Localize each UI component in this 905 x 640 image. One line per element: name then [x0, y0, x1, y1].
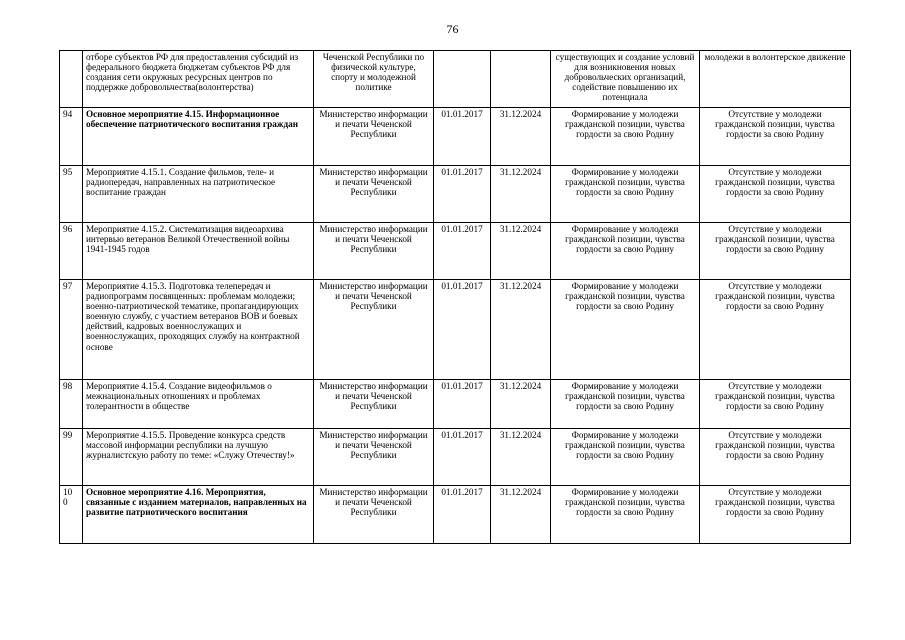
table-row: [60, 223, 851, 280]
start-date-cell: 01.01.2017: [434, 166, 491, 223]
table-row: [60, 51, 851, 108]
consequence-cell: Отсутствие у молодежи гражданской позиции, чувства гордости за свою Родину: [700, 280, 851, 380]
row-number-cell: [60, 51, 83, 108]
executor-cell: Министерство информации и печати Чеченской Республики: [314, 429, 434, 486]
consequence-cell: Отсутствие у молодежи гражданской позиции, чувства гордости за свою Родину: [700, 166, 851, 223]
activity-name-cell: Мероприятие 4.15.3. Подготовка телепередач и радиопрограмм посвященных: проблемам молодежи; военно-патриотической тематике, пропагандирующих военную службу, с участием ветеранов ВОВ и боевых действий, кадровых военнослужащих и военнослужащих, проходящих службу на контрактной основе: [83, 280, 314, 380]
activity-name-cell: Мероприятие 4.15.5. Проведение конкурса средств массовой информации республики на лучшую журналистскую работу по теме: «Служу Отечеству!»: [83, 429, 314, 486]
executor-cell: Министерство информации и печати Чеченской Республики: [314, 280, 434, 380]
executor-cell: Чеченской Республики по физической культуре, спорту и молодежной политике: [314, 51, 434, 108]
start-date-cell: 01.01.2017: [434, 280, 491, 380]
activity-name-cell: Мероприятие 4.15.1. Создание фильмов, теле- и радиопередач, направленных на патриотическое воспитание граждан: [83, 166, 314, 223]
expected-result-cell: существующих и создание условий для возникновения новых добровольческих организаций, содействие повышению их потенциала: [551, 51, 700, 108]
table-row: [60, 486, 851, 544]
end-date-cell: 31.12.2024: [491, 223, 551, 280]
end-date-cell: 31.12.2024: [491, 380, 551, 429]
end-date-cell: 31.12.2024: [491, 108, 551, 166]
activity-name-cell: Основное мероприятие 4.15. Информационное обеспечение патриотического воспитания граждан: [83, 108, 314, 166]
row-number-cell: 95: [60, 166, 83, 223]
start-date-cell: 01.01.2017: [434, 108, 491, 166]
table-row: [60, 280, 851, 380]
consequence-cell: Отсутствие у молодежи гражданской позиции, чувства гордости за свою Родину: [700, 486, 851, 544]
page-number: 76: [446, 22, 459, 36]
expected-result-cell: Формирование у молодежи гражданской позиции, чувства гордости за свою Родину: [551, 380, 700, 429]
end-date-cell: 31.12.2024: [491, 280, 551, 380]
row-number-cell: 98: [60, 380, 83, 429]
activity-name-cell: отборе субъектов РФ для предоставления субсидий из федерального бюджета бюджетам субъектов РФ для создания сети окружных ресурсных центров по поддержке добровольчества(волонтерства): [83, 51, 314, 108]
row-number-cell: 97: [60, 280, 83, 380]
start-date-cell: 01.01.2017: [434, 429, 491, 486]
expected-result-cell: Формирование у молодежи гражданской позиции, чувства гордости за свою Родину: [551, 108, 700, 166]
table-row: [60, 380, 851, 429]
end-date-cell: [491, 51, 551, 108]
table-row: [60, 166, 851, 223]
expected-result-cell: Формирование у молодежи гражданской позиции, чувства гордости за свою Родину: [551, 486, 700, 544]
program-activities-table: [59, 50, 851, 544]
start-date-cell: 01.01.2017: [434, 380, 491, 429]
row-number-cell: 94: [60, 108, 83, 166]
expected-result-cell: Формирование у молодежи гражданской позиции, чувства гордости за свою Родину: [551, 429, 700, 486]
consequence-cell: Отсутствие у молодежи гражданской позиции, чувства гордости за свою Родину: [700, 380, 851, 429]
consequence-cell: молодежи в волонтерское движение: [700, 51, 851, 108]
end-date-cell: 31.12.2024: [491, 429, 551, 486]
row-number-cell: [60, 486, 83, 544]
start-date-cell: [434, 51, 491, 108]
consequence-cell: Отсутствие у молодежи гражданской позиции, чувства гордости за свою Родину: [700, 108, 851, 166]
end-date-cell: 31.12.2024: [491, 486, 551, 544]
row-number-text: 100: [63, 487, 73, 508]
expected-result-cell: Формирование у молодежи гражданской позиции, чувства гордости за свою Родину: [551, 223, 700, 280]
consequence-cell: Отсутствие у молодежи гражданской позиции, чувства гордости за свою Родину: [700, 429, 851, 486]
executor-cell: Министерство информации и печати Чеченской Республики: [314, 486, 434, 544]
expected-result-cell: Формирование у молодежи гражданской позиции, чувства гордости за свою Родину: [551, 280, 700, 380]
expected-result-cell: Формирование у молодежи гражданской позиции, чувства гордости за свою Родину: [551, 166, 700, 223]
executor-cell: Министерство информации и печати Чеченской Республики: [314, 223, 434, 280]
table-row: [60, 429, 851, 486]
start-date-cell: 01.01.2017: [434, 223, 491, 280]
end-date-cell: 31.12.2024: [491, 166, 551, 223]
activity-name-cell: Мероприятие 4.15.4. Создание видеофильмов о межнациональных отношениях и проблемах толерантности в обществе: [83, 380, 314, 429]
activity-name-cell: Основное мероприятие 4.16. Мероприятия, связанные с изданием материалов, направленных на развитие патриотического воспитания: [83, 486, 314, 544]
executor-cell: Министерство информации и печати Чеченской Республики: [314, 108, 434, 166]
table-row: [60, 108, 851, 166]
row-number-cell: 99: [60, 429, 83, 486]
executor-cell: Министерство информации и печати Чеченской Республики: [314, 166, 434, 223]
activity-name-cell: Мероприятие 4.15.2. Систематизация видеоархива интервью ветеранов Великой Отечественной войны 1941-1945 годов: [83, 223, 314, 280]
executor-cell: Министерство информации и печати Чеченской Республики: [314, 380, 434, 429]
consequence-cell: Отсутствие у молодежи гражданской позиции, чувства гордости за свою Родину: [700, 223, 851, 280]
start-date-cell: 01.01.2017: [434, 486, 491, 544]
row-number-cell: 96: [60, 223, 83, 280]
